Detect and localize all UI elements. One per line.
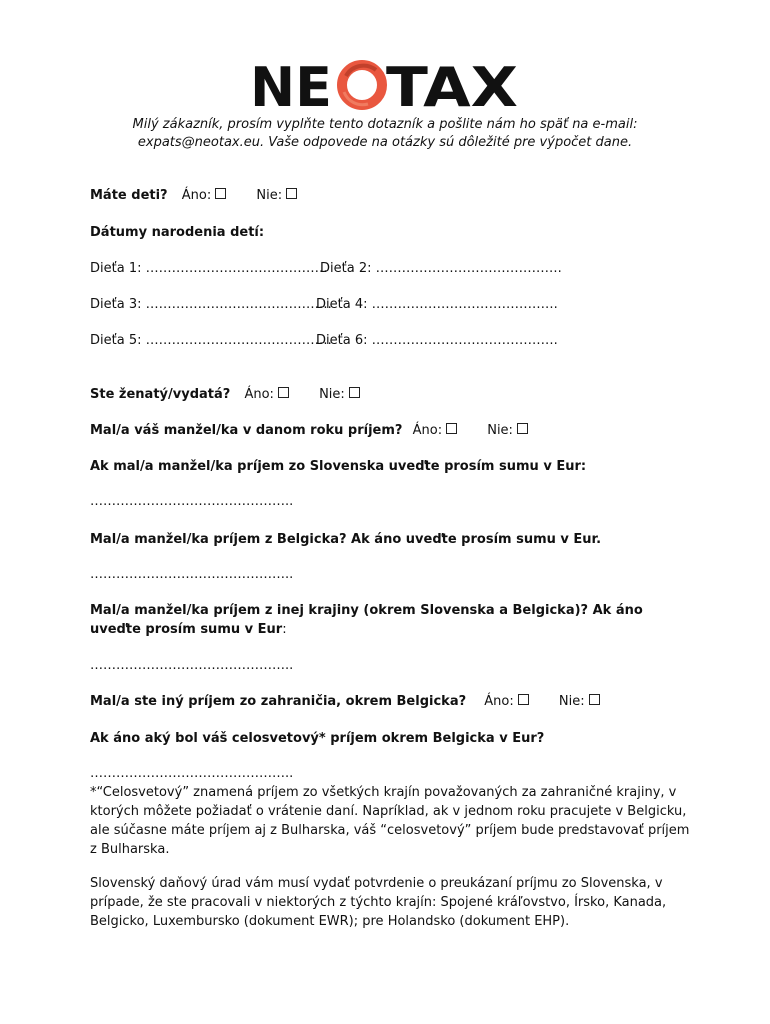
foreign-income-yes-label: Áno:: [484, 694, 514, 709]
other-income-field[interactable]: ………………………………………..: [90, 658, 294, 673]
married-no-checkbox[interactable]: [349, 387, 360, 398]
children-no-label: Nie:: [256, 188, 283, 203]
slovakia-income-question: Ak mal/a manžel/ka príjem zo Slovenska uveďte prosím sumu v Eur:: [90, 459, 587, 474]
child-6-field[interactable]: Dieťa 6: …………………………………….: [316, 333, 558, 348]
children-question: Máte deti?: [90, 188, 168, 203]
other-income-question-line-2: [90, 622, 287, 637]
intro-line-1: Milý zákazník, prosím vyplňte tento dotazník a pošlite nám ho späť na e-mail:: [132, 117, 638, 132]
children-no-checkbox[interactable]: [286, 188, 297, 199]
child-2-field[interactable]: Dieťa 2: …………………………………….: [320, 261, 562, 276]
belgium-income-question: Mal/a manžel/ka príjem z Belgicka? Ak áno uveďte prosím sumu v Eur.: [90, 532, 602, 547]
child-4-field[interactable]: Dieťa 4: …………………………………….: [316, 297, 558, 312]
child-3-field[interactable]: Dieťa 3: …………………………………….: [90, 297, 332, 312]
other-income-question-line-1: Mal/a manžel/ka príjem z inej krajiny (okrem Slovenska a Belgicka)? Ak áno: [90, 603, 643, 618]
worldwide-footnote: *“Celosvetový” znamená príjem zo všetkých krajín považovaných za zahraničné krajiny, v ktorých môžete požiadať o vrátenie daní. Napríklad, ak v jednom roku pracujete v Belgicku, ale súčasne máte príjem aj z Bulharska, váš “celosvetový” príjem bude predstavovať príjem z Bulharska.: [90, 785, 690, 857]
married-no-label: Nie:: [319, 387, 345, 402]
foreign-income-no-checkbox[interactable]: [589, 694, 600, 705]
spouse-income-no-label: Nie:: [487, 423, 513, 438]
married-yes-checkbox[interactable]: [278, 387, 289, 398]
children-question-row: [90, 188, 297, 203]
worldwide-income-question: Ak áno aký bol váš celosvetový* príjem okrem Belgicka v Eur?: [90, 731, 545, 746]
child-1-field[interactable]: Dieťa 1: ……………………………………: [90, 261, 328, 276]
other-income-question-line-2-text: uveďte prosím sumu v Eur: [90, 622, 283, 637]
foreign-income-no-label: Nie:: [558, 694, 585, 709]
other-income-question-colon: :: [282, 622, 287, 637]
logo-text-right: TAX: [386, 58, 518, 112]
children-dob-heading: Dátumy narodenia detí:: [90, 225, 265, 240]
children-yes-checkbox[interactable]: [215, 188, 226, 199]
logo-text-left: NE: [250, 58, 332, 112]
spouse-income-no-checkbox[interactable]: [517, 423, 528, 434]
neotax-logo-graphic: [250, 58, 520, 112]
spouse-income-question-row: [90, 423, 528, 438]
spouse-income-question: Mal/a váš manžel/ka v danom roku príjem?: [90, 423, 403, 438]
child-5-field[interactable]: Dieťa 5: …………………………………….: [90, 333, 332, 348]
tax-office-note: Slovenský daňový úrad vám musí vydať potvrdenie o preukázaní príjmu zo Slovenska, v prípade, že ste pracovali v niektorých z týchto krajín: Spojené kráľovstvo, Írsko, Kanada, Belgicko, Luxembursko (dokument EWR); pre Holandsko (dokument EHP).: [90, 876, 667, 929]
foreign-income-yes-checkbox[interactable]: [518, 694, 529, 705]
belgium-income-field[interactable]: ………………………………………..: [90, 567, 294, 582]
married-yes-label: Áno:: [244, 387, 274, 402]
slovakia-income-field[interactable]: ………………………………………..: [90, 494, 294, 509]
foreign-income-question: Mal/a ste iný príjem zo zahraničia, okrem Belgicka?: [90, 694, 467, 709]
logo-o-ring-icon: [342, 65, 382, 105]
worldwide-income-field[interactable]: ………………………………………..: [90, 766, 294, 781]
intro-line-2: expats@neotax.eu. Vaše odpovede na otázky sú dôležité pre výpočet dane.: [137, 135, 633, 150]
spouse-income-yes-label: Áno:: [412, 423, 443, 438]
children-yes-label: Áno:: [181, 188, 212, 203]
foreign-income-question-row: [90, 694, 600, 709]
spouse-income-yes-checkbox[interactable]: [446, 423, 457, 434]
married-question-row: [90, 387, 360, 402]
married-question: Ste ženatý/vydatá?: [90, 387, 231, 402]
neotax-logo: [250, 58, 520, 112]
